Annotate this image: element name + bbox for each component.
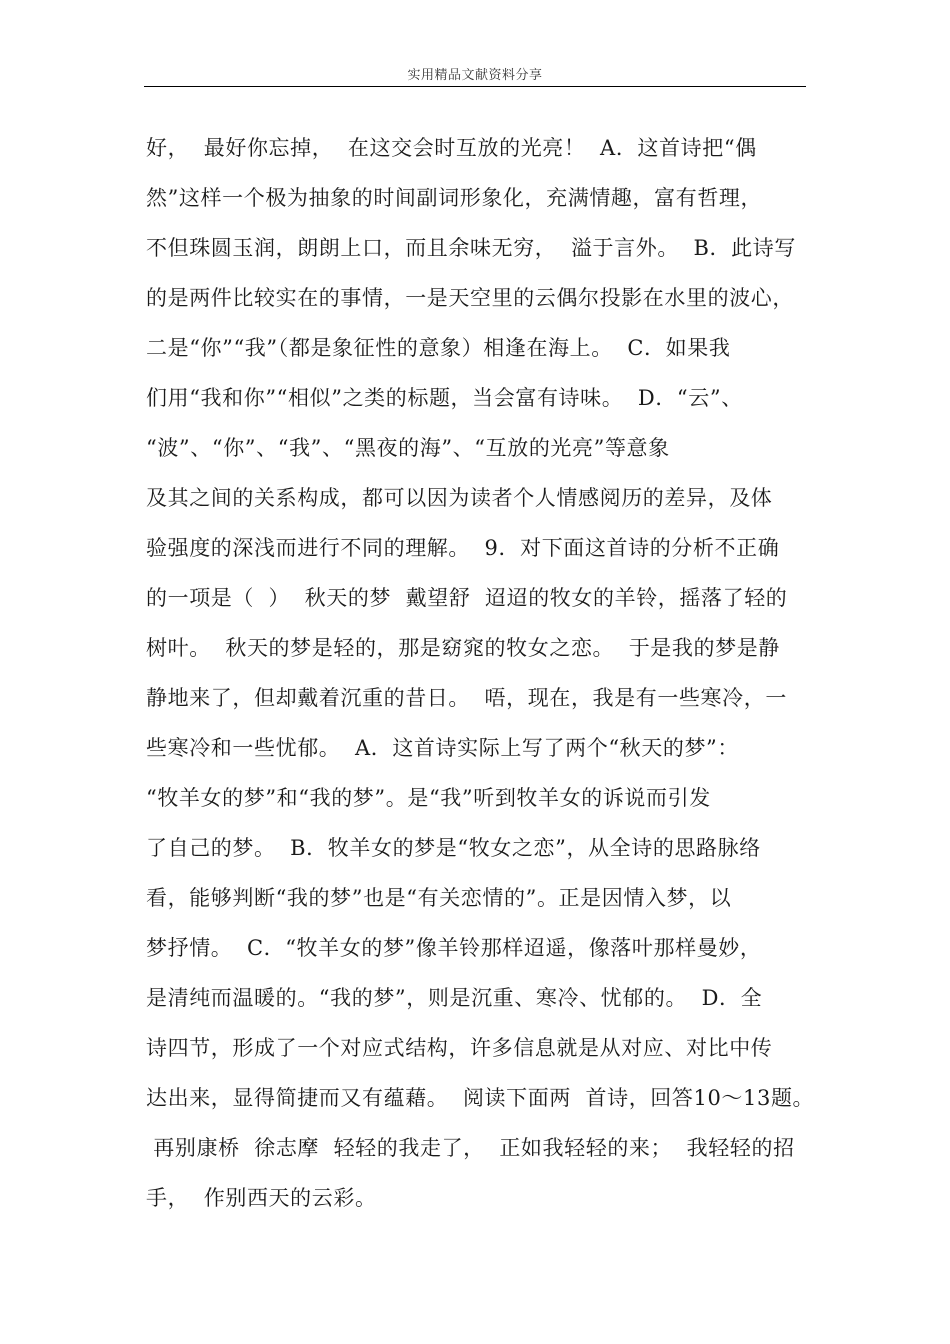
text-line: 手， 作别西天的云彩。 (146, 1186, 377, 1210)
text-line: 达出来，显得简捷而又有蕴藉。 阅读下面两 首诗，回答10～13题。 (146, 1086, 815, 1110)
text-line: 树叶。 秋天的梦是轻的，那是窈窕的牧女之恋。 于是我的梦是静 (146, 636, 780, 660)
body-text (146, 132, 816, 1232)
text-line: 再别康桥 徐志摩 轻轻的我走了， 正如我轻轻的来； 我轻轻的招 (146, 1136, 795, 1160)
text-line: 了自己的梦。 B．牧羊女的梦是“牧女之恋”，从全诗的思路脉络 (146, 836, 761, 860)
text-line: 些寒冷和一些忧郁。 A．这首诗实际上写了两个“秋天的梦”： (146, 736, 739, 760)
text-line: 的是两件比较实在的事情，一是天空里的云偶尔投影在水里的波心， (146, 286, 794, 310)
text-line: 是清纯而温暖的。“我的梦”，则是沉重、寒冷、忧郁的。 D．全 (146, 986, 763, 1010)
text-line: 梦抒情。 C．“牧羊女的梦”像羊铃那样迢遥，像落叶那样曼妙， (146, 936, 762, 960)
header-divider (144, 86, 806, 87)
header-title: 实用精品文献资料分享 (407, 68, 543, 83)
text-line: “牧羊女的梦”和“我的梦”。是“我”听到牧羊女的诉说而引发 (146, 786, 711, 810)
text-line: 二是“你”“我”（都是象征性的意象）相逢在海上。 C．如果我 (146, 336, 731, 360)
text-line: 的一项是（ ） 秋天的梦 戴望舒 迢迢的牧女的羊铃，摇落了轻的 (146, 586, 788, 610)
text-line: 们用“我和你”“相似”之类的标题，当会富有诗味。 D．“云”、 (146, 386, 743, 410)
text-line: 不但珠圆玉润，朗朗上口，而且余味无穷， 溢于言外。 B．此诗写 (146, 236, 796, 260)
text-line: 验强度的深浅而进行不同的理解。 9．对下面这首诗的分析不正确 (146, 536, 780, 560)
text-line: 好， 最好你忘掉， 在这交会时互放的光亮！ A．这首诗把“偶 (146, 136, 757, 160)
text-line: 静地来了，但却戴着沉重的昔日。 唔，现在，我是有一些寒冷，一 (146, 686, 787, 710)
text-line: 诗四节，形成了一个对应式结构，许多信息就是从对应、对比中传 (146, 1036, 773, 1060)
text-line: 及其之间的关系构成，都可以因为读者个人情感阅历的差异，及体 (146, 486, 773, 510)
text-line: 看，能够判断“我的梦”也是“有关恋情的”。正是因情入梦，以 (146, 886, 732, 910)
text-line: 然”这样一个极为抽象的时间副词形象化，充满情趣，富有哲理， (146, 186, 763, 210)
text-line: “波”、“你”、“我”、“黑夜的海”、“互放的光亮”等意象 (146, 436, 670, 460)
